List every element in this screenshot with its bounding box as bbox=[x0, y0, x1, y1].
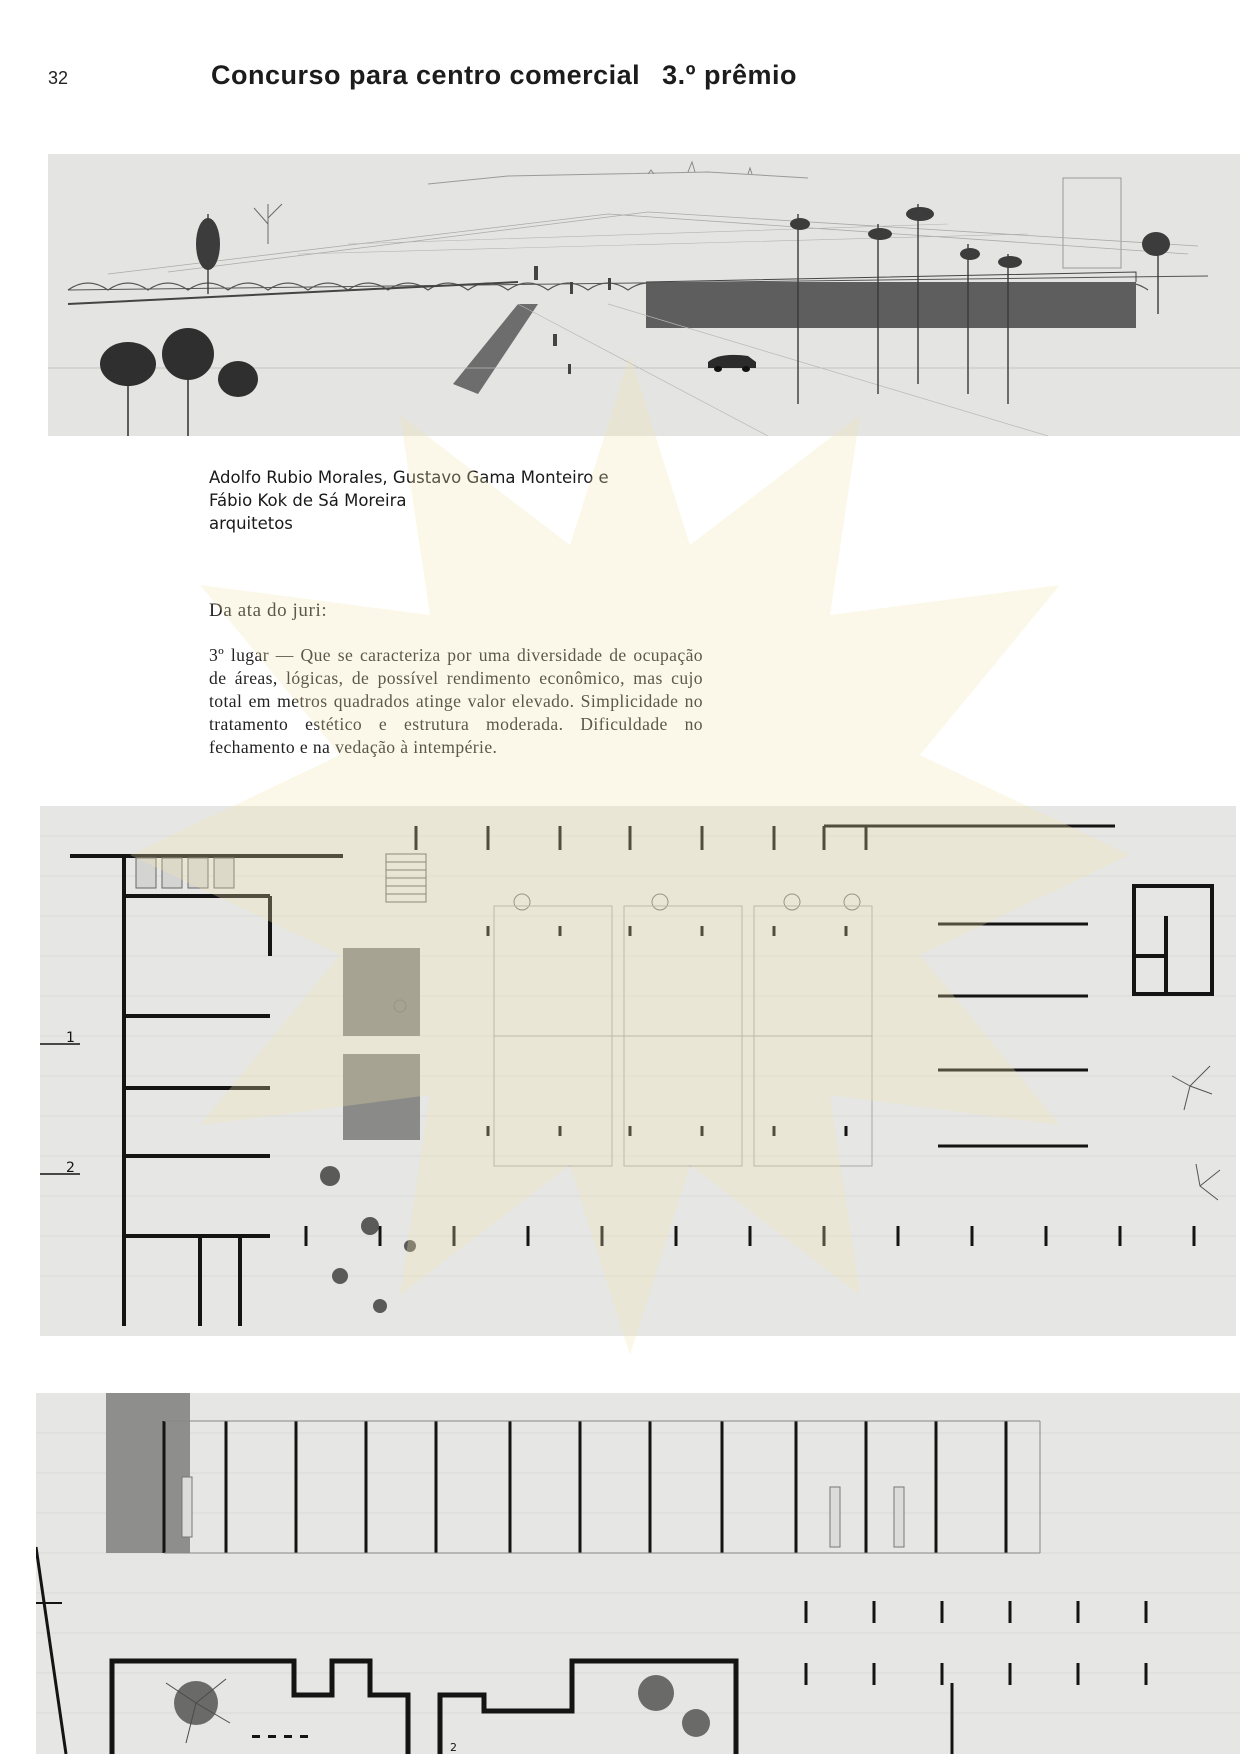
authors-line-2: Fábio Kok de Sá Moreira bbox=[209, 491, 407, 510]
page-number: 32 bbox=[48, 68, 69, 88]
floor-plan-upper-drawing bbox=[40, 806, 1236, 1336]
perspective-sketch bbox=[48, 154, 1240, 436]
jury-text: 3º lugar — Que se caracteriza por uma diversidade de ocupação de áreas, lógicas, de possível rendimento econômico, mas cujo total em metros quadrados atinge valor elevado. Simplicidade no tratamento estético e estrutura moderada. Dificuldade no fechamento e na vedação à intempérie. bbox=[209, 645, 703, 757]
authors-block bbox=[209, 466, 609, 535]
floor-plan-lower bbox=[36, 1393, 1240, 1754]
floor-plan-lower-drawing bbox=[36, 1393, 1240, 1754]
floor-plan-upper bbox=[40, 806, 1236, 1336]
section-marker-1: 1 bbox=[66, 1030, 75, 1046]
authors-line-1: Adolfo Rubio Morales, Gustavo Gama Monteiro e bbox=[209, 468, 609, 487]
perspective-drawing bbox=[48, 154, 1240, 436]
jury-block bbox=[209, 600, 703, 759]
page-title bbox=[211, 60, 797, 91]
prize-text: 3.º prêmio bbox=[662, 60, 798, 90]
section-marker-2-bottom: 2 bbox=[450, 1741, 457, 1754]
section-marker-2: 2 bbox=[66, 1160, 75, 1176]
jury-heading: Da ata do juri: bbox=[209, 600, 328, 621]
authors-role: arquitetos bbox=[209, 514, 293, 533]
title-text: Concurso para centro comercial bbox=[211, 60, 641, 90]
